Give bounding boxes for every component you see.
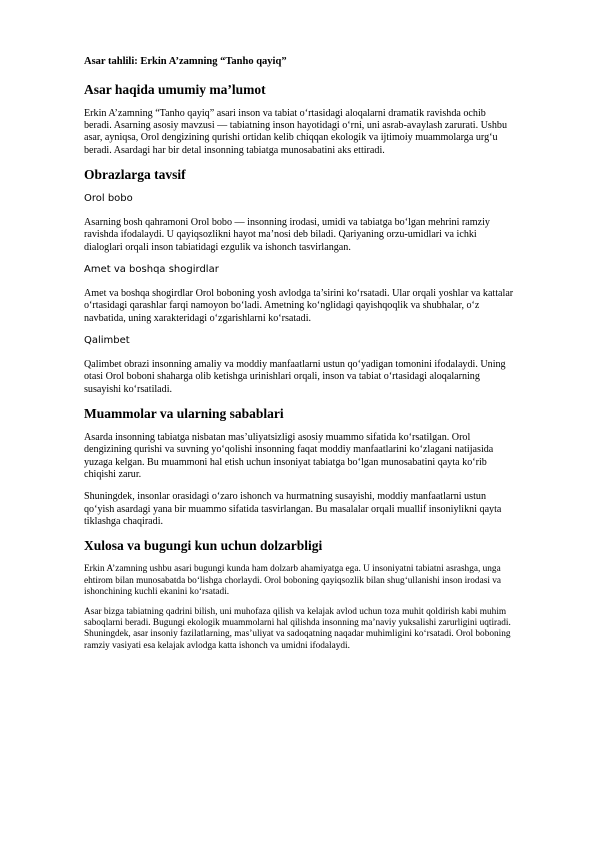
section-overview bbox=[84, 82, 514, 157]
section-conclusion bbox=[84, 538, 514, 652]
overview-heading: Asar haqida umumiy ma’lumot bbox=[84, 81, 266, 97]
characters-heading: Obrazlarga tavsif bbox=[84, 166, 186, 182]
problems-paragraph-2: Shuningdek, insonlar orasidagi o‘zaro ishonch va hurmatning susayishi, moddiy manfaatlarni ustun qo‘yish asardagi yana bir muammo sifatida tasvirlangan. Bu masalalar orqali muallif insoniylikni qayta tiklashga chaqiradi. bbox=[84, 491, 502, 527]
conclusion-paragraph-2: Asar bizga tabiatning qadrini bilish, uni muhofaza qilish va kelajak avlod uchun toza muhit qoldirish kabi muhim saboqlarni beradi. Bugungi ekologik muammolarni hal qilishda insonning ma’naviy yuksalishi zarurligini uqtiradi. Shuningdek, asar insoniy fazilatlarning, mas’uliyat va sadoqatning naqadar muhimligini ko‘rsatadi. Orol boboning ramziy vasiyati esa kelajak avlodga katta ishonch va umidni ifodalaydi. bbox=[84, 606, 511, 651]
character-name-orol-bobo: Orol bobo bbox=[84, 193, 133, 205]
character-text-qalimbet: Qalimbet obrazi insonning amaliy va moddiy manfaatlarni ustun qo‘yadigan tomonini ifodalaydi. Uning otasi Orol boboni shaharga olib ketishga urinishlari orqali, inson va tabiat o‘rtasidagi aloqalarning susayishi ko‘rsatiladi. bbox=[84, 358, 506, 395]
section-problems bbox=[84, 406, 514, 528]
character-text-amet: Amet va boshqa shogirdlar Orol boboning yosh avlodga ta’sirini ko‘rsatadi. Ular orqali yoshlar va kattalar o‘rtasidagi qarashlar farqi namoyon bo‘ladi. Ametning ko‘nglidagi qayishqoqlik va shubhalar, o‘z navbatida, uning xarakteridagi o‘zgarishlarni ko‘rsatadi. bbox=[84, 288, 514, 324]
document-page bbox=[84, 56, 514, 660]
character-name-qalimbet: Qalimbet bbox=[84, 334, 130, 346]
character-text-orol-bobo: Asarning bosh qahramoni Orol bobo — insonning irodasi, umidi va tabiatga bo‘lgan mehrini ramziy ravishda ifodalaydi. U qayiqsozlikni hayot ma’nosi deb biladi. Qariyaning orzu-umidlari va ichki dialoglari orqali inson tabiatidagi ezgulik va ishonch tasvirlangan. bbox=[84, 217, 490, 253]
conclusion-paragraph-1: Erkin A’zamning ushbu asari bugungi kunda ham dolzarb ahamiyatga ega. U insoniyatni tabiatni asrashga, unga ehtirom bilan munosabatda bo‘lishga chorlaydi. Orol boboning qayiqsozlik bilan shug‘ullanishi inson irodasi va ishonchining kuchli ekanini ko‘rsatadi. bbox=[84, 564, 502, 598]
character-name-amet: Amet va boshqa shogirdlar bbox=[84, 264, 219, 276]
document-title: Asar tahlili: Erkin A’zamning “Tanho qayiq” bbox=[84, 56, 287, 67]
problems-paragraph-1: Asarda insonning tabiatga nisbatan mas’uliyatsizligi asosiy muammo sifatida ko‘rsatilgan. Orol dengizining qurishi va suvning yo‘qolishi insonning faqat moddiy manfaatlarini ko‘zlagani natijasida yuzaga kelgan. Bu muammoni hal etish uchun insoniyat tabiatga bo‘lgan munosabatini qayta ko‘rib chiqishi zarur. bbox=[84, 432, 494, 480]
overview-paragraph: Erkin A’zamning “Tanho qayiq” asari inson va tabiat o‘rtasidagi aloqalarni dramatik ravishda ochib beradi. Asarning asosiy mavzusi — tabiatning inson hayotidagi o‘rni, uni asrab-avaylash zarurati. Ushbu asar, ayniqsa, Orol dengizining qurishi ortidan kelib chiqqan ekologik va ijtimoiy muammolarga urg‘u beradi. Asardagi har bir detal insonning tabiatga munosabatini aks ettiradi. bbox=[84, 107, 507, 156]
section-characters bbox=[84, 167, 514, 396]
problems-heading: Muammolar va ularning sabablari bbox=[84, 405, 284, 421]
conclusion-heading: Xulosa va bugungi kun uchun dolzarbligi bbox=[84, 538, 323, 554]
